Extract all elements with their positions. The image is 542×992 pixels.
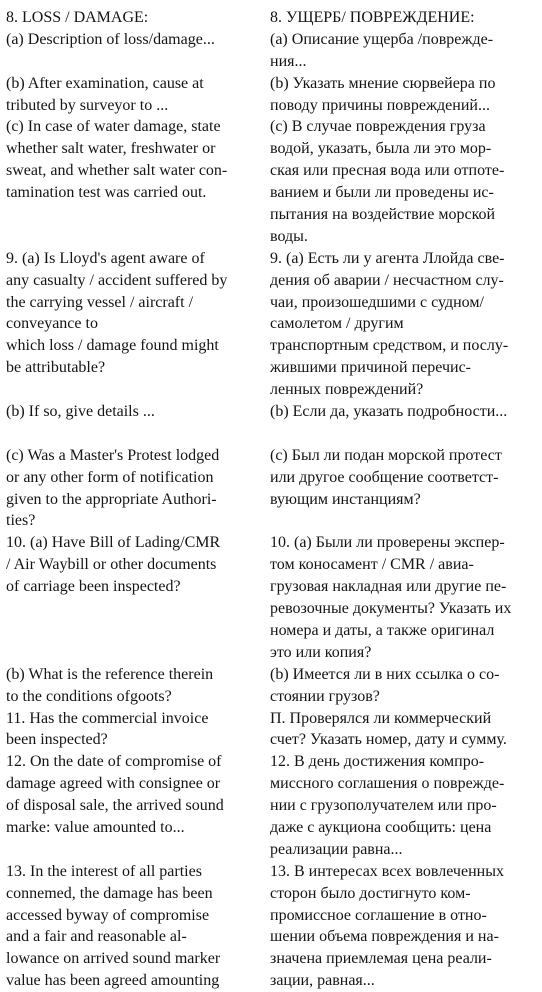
text-line: damage agreed with consignee or [6, 775, 221, 793]
section-2-ru [270, 73, 538, 117]
text-line: 9. (a) Is Lloyd's agent aware of [6, 249, 205, 267]
section-4-en [6, 248, 268, 401]
section-1-ru [270, 7, 538, 73]
text-line: сторон было достигнуто ком- [270, 884, 471, 902]
text-line: жившими причиной перечис- [270, 359, 472, 377]
text-line: самолетом / другим [270, 315, 404, 333]
text-line: ванием и были ли проведены ис- [270, 184, 494, 202]
text-line: 12. В день достижения компро- [270, 753, 485, 771]
text-line: ленных повреждений? [270, 381, 424, 399]
text-line: be attributable? [6, 359, 106, 377]
text-line: 11. Has the commercial invoice [6, 709, 209, 727]
text-line: the carrying vessel / aircraft / [6, 293, 194, 311]
text-line: (b) What is the reference therein [6, 665, 214, 683]
section-6-en [6, 445, 268, 533]
text-line: marke: value amounted to... [6, 818, 185, 836]
text-line: and a fair and reasonable al- [6, 928, 187, 946]
text-line: tamination test was carried out. [6, 184, 207, 202]
text-line: (а) Описание ущерба /поврежде- [270, 30, 494, 48]
text-line: ревозочные документы? Указать их [270, 600, 512, 618]
text-line [6, 423, 268, 445]
text-line [270, 510, 538, 532]
text-line: ская или пресная вода или отпоте- [270, 162, 505, 180]
text-line: (b) Имеется ли в них ссылка о со- [270, 665, 500, 683]
text-line: (с) В случае повреждения груза [270, 118, 486, 136]
text-line: 8. УЩЕРБ/ ПОВРЕЖДЕНИЕ: [270, 9, 475, 26]
text-line: 13. В интересах всех вовлеченных [270, 862, 504, 880]
text-line: поводу причины повреждений... [270, 96, 490, 114]
text-line: значена приемлемая цена реали- [270, 950, 492, 968]
section-3-en [6, 116, 268, 247]
text-line: or any other form of notification [6, 468, 214, 486]
section-2-en [6, 73, 268, 117]
text-line: (a) Description of loss/damage... [6, 30, 215, 48]
section-5-ru [270, 401, 538, 445]
text-line: пытания на воздействие морской [270, 206, 496, 224]
section-10-en [6, 751, 268, 860]
text-line: (с) Был ли подан морской протест [270, 446, 502, 464]
section-1-en [6, 7, 268, 73]
text-line: промиссное соглашение в отно- [270, 906, 487, 924]
text-line: 10. (a) Have Bill of Lading/CMR [6, 534, 221, 552]
text-line: (c) In case of water damage, state [6, 118, 221, 136]
text-line: дения об аварии / несчастном слу- [270, 271, 504, 289]
text-line: sweat, and whether salt water con- [6, 162, 228, 180]
section-7-en [6, 532, 268, 663]
text-line: грузовая накладная или другие пе- [270, 578, 507, 596]
text-line: реализации равна... [270, 840, 403, 858]
text-line: номера и даты, а также оригинал [270, 621, 495, 639]
text-line [6, 51, 268, 73]
text-line: шении объема повреждения и на- [270, 928, 499, 946]
text-line: connemed, the damage has been [6, 884, 213, 902]
text-line [6, 379, 268, 401]
text-line: conveyance to [6, 315, 98, 333]
text-line: given to the appropriate Authori- [6, 490, 217, 508]
text-line: (b) Если да, указать подробности... [270, 403, 508, 421]
text-line [6, 598, 268, 620]
text-line: of carriage been inspected? [6, 578, 181, 596]
text-line: / Air Waybill or other documents [6, 556, 217, 574]
text-line: 10. (а) Были ли проверены экспер- [270, 534, 505, 552]
text-line: том коносамент / CMR / авиа- [270, 556, 474, 574]
text-line: of disposal sale, the arrived sound [6, 797, 224, 815]
text-line: 13. In the interest of all parties [6, 862, 202, 880]
text-line: счет? Указать номер, дату и сумму. [270, 731, 507, 749]
text-line: воды. [270, 227, 308, 245]
text-line: been inspected? [6, 731, 108, 749]
text-line: 12. On the date of compromise of [6, 753, 222, 771]
text-line: 8. LOSS / DAMAGE: [6, 9, 149, 26]
text-line: миссного соглашения о поврежде- [270, 775, 505, 793]
text-line: lowance on arrived sound marker [6, 950, 221, 968]
section-11-en [6, 861, 268, 992]
text-line: нии с грузополучателем или про- [270, 797, 497, 815]
text-line: водой, указать, была ли это мор- [270, 140, 492, 158]
text-line: вующим инстанциям? [270, 490, 421, 508]
text-line: (c) Was a Master's Protest lodged [6, 446, 220, 464]
text-line: 9. (а) Есть ли у агента Ллойда све- [270, 249, 505, 267]
text-line: даже с аукциона сообщить: цена [270, 818, 492, 836]
text-line: это или копия? [270, 643, 372, 661]
text-line: value has been agreed amounting [6, 972, 220, 990]
section-7-ru [270, 532, 538, 663]
text-line [6, 642, 268, 664]
section-11-ru [270, 861, 538, 992]
text-line: accessed byway of compromise [6, 906, 210, 924]
text-line: any casualty / accident suffered by [6, 271, 228, 289]
text-line [6, 204, 268, 226]
section-9-ru [270, 708, 538, 752]
english-column [6, 7, 268, 992]
text-line: зации, равная... [270, 972, 375, 990]
text-line: (b) After examination, cause at [6, 74, 204, 92]
section-6-ru [270, 445, 538, 533]
text-line [6, 620, 268, 642]
text-line: или другое сообщение соответст- [270, 468, 499, 486]
text-line: tributed by surveyor to ... [6, 96, 169, 114]
text-line [6, 839, 268, 861]
text-line [6, 226, 268, 248]
text-line: (b) Указать мнение сюрвейера по [270, 74, 496, 92]
section-8-ru [270, 664, 538, 708]
russian-column [270, 7, 538, 992]
text-line: (b) If so, give details ... [6, 403, 155, 421]
text-line: to the conditions ofgoots? [6, 687, 172, 705]
section-9-en [6, 708, 268, 752]
text-line: ния... [270, 52, 307, 70]
text-line [270, 423, 538, 445]
section-4-ru [270, 248, 538, 401]
text-line: ties? [6, 512, 36, 530]
text-line: which loss / damage found might [6, 337, 219, 355]
section-10-ru [270, 751, 538, 860]
text-line: стоянии грузов? [270, 687, 380, 705]
section-3-ru [270, 116, 538, 247]
section-8-en [6, 664, 268, 708]
text-line: транспортным средством, и послу- [270, 337, 509, 355]
text-line: чаи, произошедшими с судном/ [270, 293, 484, 311]
text-line: П. Проверялся ли коммерческий [270, 709, 492, 727]
text-line: whether salt water, freshwater or [6, 140, 216, 158]
section-5-en [6, 401, 268, 445]
